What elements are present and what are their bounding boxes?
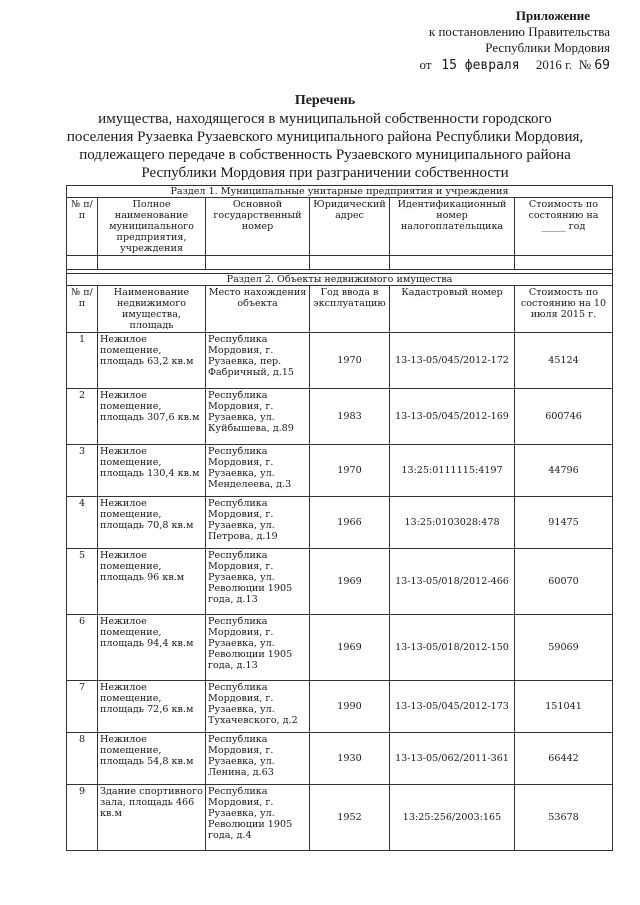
section1-header-row bbox=[67, 198, 613, 256]
s2-header-place: Место нахождения объекта bbox=[206, 286, 310, 333]
row-name: Нежилое помещение, площадь 96 кв.м bbox=[98, 549, 206, 615]
s2-header-name: Наименование недвижимого имущества, площадь bbox=[98, 286, 206, 333]
row-year: 1952 bbox=[310, 785, 390, 851]
row-cadastral: 13-13-05/045/2012-172 bbox=[390, 333, 515, 389]
row-year: 1969 bbox=[310, 549, 390, 615]
row-number: 7 bbox=[67, 681, 98, 733]
row-name: Нежилое помещение, площадь 94,4 кв.м bbox=[98, 615, 206, 681]
table-row bbox=[67, 445, 613, 497]
row-place: Республика Мордовия, г. Рузаевка, ул. Куйбышева, д.89 bbox=[206, 389, 310, 445]
row-number: 2 bbox=[67, 389, 98, 445]
row-place: Республика Мордовия, г. Рузаевка, ул. Революции 1905 года, д.4 bbox=[206, 785, 310, 851]
s1-header-ogrn: Основной государственный номер bbox=[206, 198, 310, 256]
row-place: Республика Мордовия, г. Рузаевка, ул. Революции 1905 года, д.13 bbox=[206, 549, 310, 615]
number-sign: № bbox=[578, 57, 592, 72]
section1-empty-row bbox=[67, 256, 613, 270]
section1-title: Раздел 1. Муниципальные унитарные предприятия и учреждения bbox=[67, 186, 613, 198]
row-number: 6 bbox=[67, 615, 98, 681]
row-place: Республика Мордовия, г. Рузаевка, ул. Ленина, д.63 bbox=[206, 733, 310, 785]
title-line-2: поселения Рузаевка Рузаевского муниципального района Республики Мордовия, bbox=[66, 129, 584, 145]
s1-header-name: Полное наименование муниципального предприятия, учреждения bbox=[98, 198, 206, 256]
s2-header-cost: Стоимость по состоянию на 10 июля 2015 г. bbox=[515, 286, 613, 333]
title-line-3: подлежащего передаче в собственность Рузаевского муниципального района bbox=[79, 147, 571, 163]
row-year: 1969 bbox=[310, 615, 390, 681]
document-title bbox=[40, 92, 610, 182]
row-year: 1970 bbox=[310, 445, 390, 497]
row-year: 1990 bbox=[310, 681, 390, 733]
row-name: Нежилое помещение, площадь 54,8 кв.м bbox=[98, 733, 206, 785]
s1-header-address: Юридический адрес bbox=[310, 198, 390, 256]
row-year: 1966 bbox=[310, 497, 390, 549]
title-heading: Перечень bbox=[294, 93, 356, 108]
row-place: Республика Мордовия, г. Рузаевка, ул. Менделеева, д.3 bbox=[206, 445, 310, 497]
table-row bbox=[67, 681, 613, 733]
row-cost: 59069 bbox=[515, 615, 613, 681]
row-cadastral: 13-13-05/018/2012-150 bbox=[390, 615, 515, 681]
appendix-heading: Приложение bbox=[515, 8, 590, 23]
row-name: Нежилое помещение, площадь 307,6 кв.м bbox=[98, 389, 206, 445]
table-row bbox=[67, 615, 613, 681]
table-row bbox=[67, 733, 613, 785]
title-line-1: имущества, находящегося в муниципальной собственности городского bbox=[98, 111, 552, 127]
date-prefix: от bbox=[419, 57, 432, 72]
section2-title: Раздел 2. Объекты недвижимого имущества bbox=[67, 274, 613, 286]
table-row bbox=[67, 785, 613, 851]
date-year: 2016 г. bbox=[535, 57, 573, 72]
row-place: Республика Мордовия, г. Рузаевка, пер. Фабричный, д.15 bbox=[206, 333, 310, 389]
table-body bbox=[67, 186, 613, 851]
row-place: Республика Мордовия, г. Рузаевка, ул. Тухачевского, д.2 bbox=[206, 681, 310, 733]
date-handwritten: 15 февраля bbox=[441, 58, 520, 73]
appendix-block bbox=[380, 8, 610, 74]
row-cost: 45124 bbox=[515, 333, 613, 389]
section1-title-row bbox=[67, 186, 613, 198]
number-handwritten: 69 bbox=[594, 58, 610, 73]
row-year: 1970 bbox=[310, 333, 390, 389]
appendix-date-line bbox=[380, 57, 610, 74]
s1-header-num: № п/п bbox=[67, 198, 98, 256]
row-number: 4 bbox=[67, 497, 98, 549]
row-number: 1 bbox=[67, 333, 98, 389]
section2-title-row bbox=[67, 274, 613, 286]
s2-header-year: Год ввода в эксплуатацию bbox=[310, 286, 390, 333]
title-line-4: Республики Мордовия при разграничении собственности bbox=[141, 165, 509, 181]
s1-header-inn: Идентификационный номер налогоплательщика bbox=[390, 198, 515, 256]
row-name: Нежилое помещение, площадь 72,6 кв.м bbox=[98, 681, 206, 733]
row-number: 9 bbox=[67, 785, 98, 851]
section2-header-row bbox=[67, 286, 613, 333]
row-year: 1930 bbox=[310, 733, 390, 785]
row-name: Нежилое помещение, площадь 70,8 кв.м bbox=[98, 497, 206, 549]
row-cadastral: 13:25:256/2003:165 bbox=[390, 785, 515, 851]
row-cost: 66442 bbox=[515, 733, 613, 785]
row-number: 3 bbox=[67, 445, 98, 497]
appendix-line-2: Республики Мордовия bbox=[485, 40, 610, 55]
row-cadastral: 13:25:0103028:478 bbox=[390, 497, 515, 549]
s2-header-cadastral: Кадастровый номер bbox=[390, 286, 515, 333]
s1-header-cost: Стоимость по состоянию на _____ год bbox=[515, 198, 613, 256]
row-cadastral: 13-13-05/062/2011-361 bbox=[390, 733, 515, 785]
row-cost: 600746 bbox=[515, 389, 613, 445]
table-row bbox=[67, 333, 613, 389]
property-table bbox=[66, 185, 613, 851]
row-name: Нежилое помещение, площадь 130,4 кв.м bbox=[98, 445, 206, 497]
appendix-line-1: к постановлению Правительства bbox=[428, 24, 610, 39]
row-number: 8 bbox=[67, 733, 98, 785]
row-name: Здание спортивного зала, площадь 466 кв.м bbox=[98, 785, 206, 851]
row-name: Нежилое помещение, площадь 63,2 кв.м bbox=[98, 333, 206, 389]
row-place: Республика Мордовия, г. Рузаевка, ул. Петрова, д.19 bbox=[206, 497, 310, 549]
row-cadastral: 13-13-05/045/2012-169 bbox=[390, 389, 515, 445]
row-cadastral: 13:25:0111115:4197 bbox=[390, 445, 515, 497]
row-cadastral: 13-13-05/045/2012-173 bbox=[390, 681, 515, 733]
s2-header-num: № п/п bbox=[67, 286, 98, 333]
table-row bbox=[67, 549, 613, 615]
row-place: Республика Мордовия, г. Рузаевка, ул. Революции 1905 года, д.13 bbox=[206, 615, 310, 681]
row-cadastral: 13-13-05/018/2012-466 bbox=[390, 549, 515, 615]
row-cost: 44796 bbox=[515, 445, 613, 497]
row-cost: 91475 bbox=[515, 497, 613, 549]
row-cost: 151041 bbox=[515, 681, 613, 733]
row-cost: 60070 bbox=[515, 549, 613, 615]
row-year: 1983 bbox=[310, 389, 390, 445]
table-row bbox=[67, 389, 613, 445]
row-cost: 53678 bbox=[515, 785, 613, 851]
table-row bbox=[67, 497, 613, 549]
row-number: 5 bbox=[67, 549, 98, 615]
